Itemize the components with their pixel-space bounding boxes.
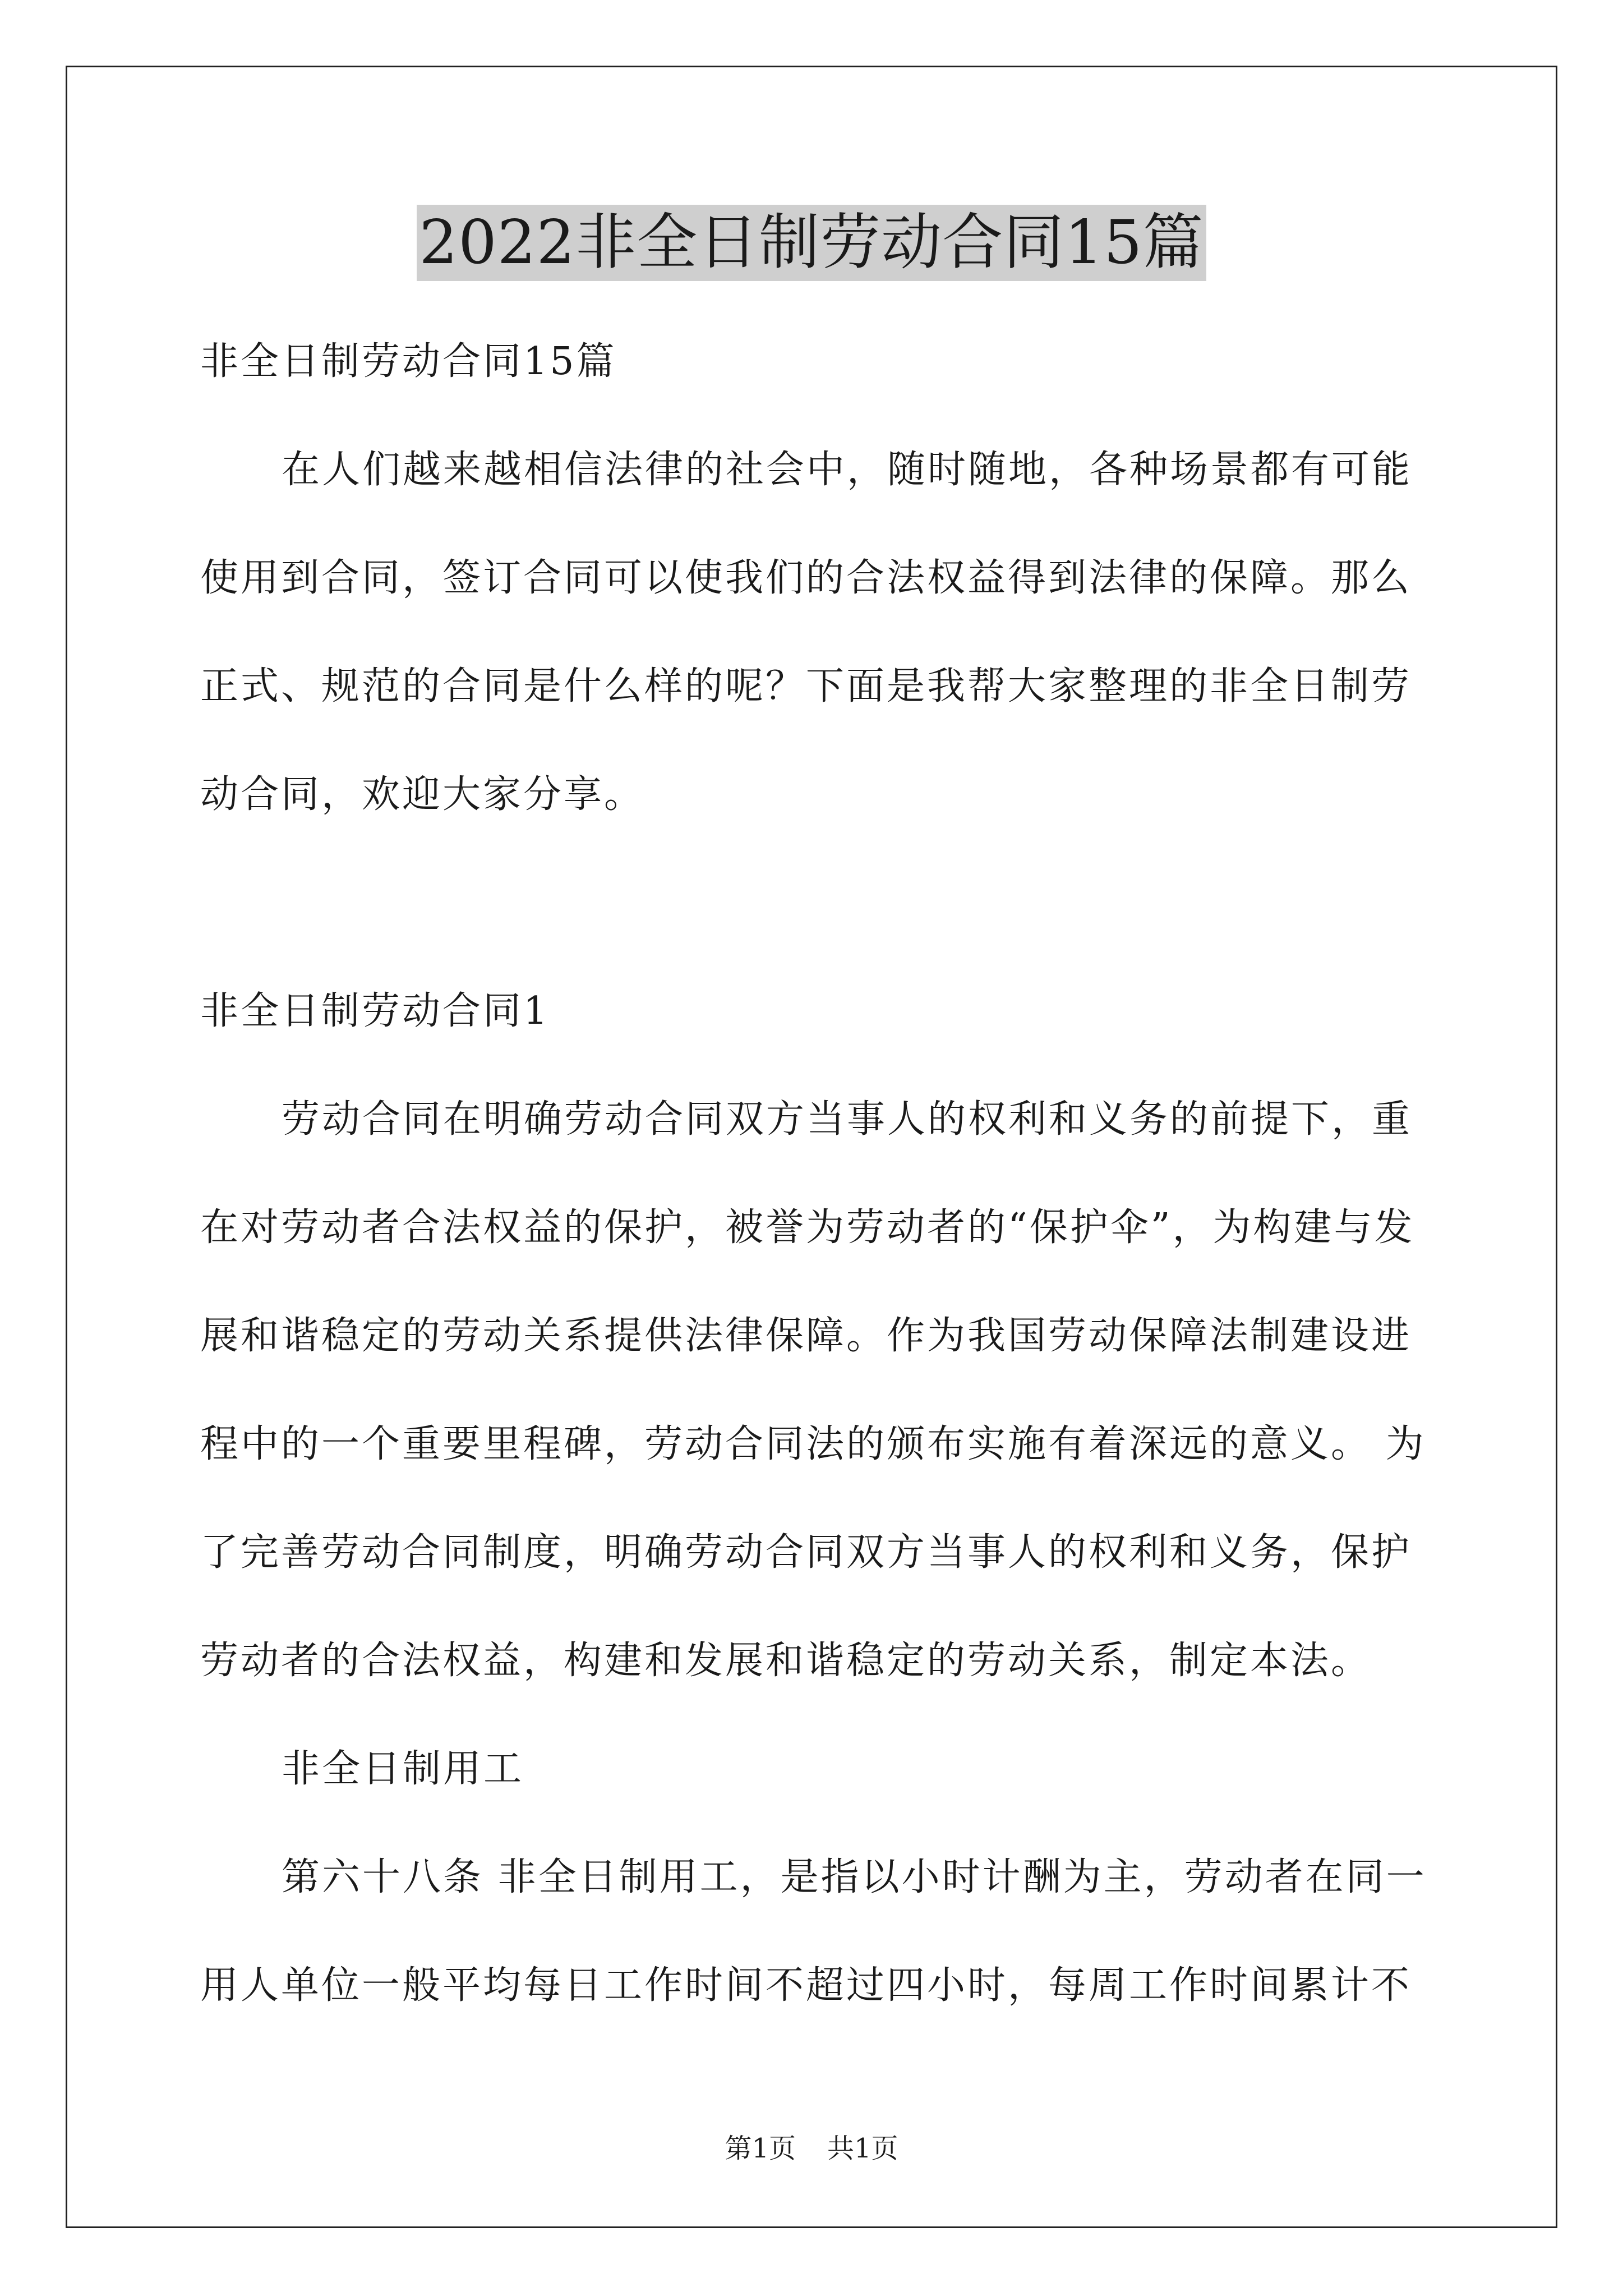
page-total: 共1页	[827, 2133, 898, 2164]
section-line: 了完善劳动合同制度，明确劳动合同双方当事人的权利和义务，保护	[200, 1530, 1412, 1575]
article-line: 第六十八条 非全日制用工，是指以小时计酬为主，劳动者在同一	[282, 1855, 1427, 1899]
blank-line	[200, 849, 1434, 957]
intro-line: 动合同，欢迎大家分享。	[200, 772, 645, 817]
title-container	[0, 205, 1623, 281]
page-number: 第1页	[725, 2133, 796, 2164]
section-line: 在对劳动者合法权益的保护，被誉为劳动者的“保护伞”，为构建与发	[200, 1205, 1415, 1250]
section-line: 程中的一个重要里程碑，劳动合同法的颁布实施有着深远的意义。 为	[200, 1422, 1426, 1466]
page-footer	[0, 2132, 1623, 2165]
section-line: 展和谐稳定的劳动关系提供法律保障。作为我国劳动保障法制建设进	[200, 1314, 1412, 1358]
intro-line: 在人们越来越相信法律的社会中，随时随地，各种场景都有可能	[282, 448, 1413, 492]
article-line: 用人单位一般平均每日工作时间不超过四小时，每周工作时间累计不	[200, 1963, 1412, 2008]
document-body	[200, 307, 1434, 2040]
section-heading: 非全日制劳动合同1	[200, 989, 550, 1033]
intro-line: 使用到合同，签订合同可以使我们的合法权益得到法律的保障。那么	[200, 556, 1412, 600]
intro-line: 正式、规范的合同是什么样的呢？下面是我帮大家整理的非全日制劳	[200, 664, 1412, 708]
section-line: 劳动者的合法权益，构建和发展和谐稳定的劳动关系，制定本法。	[200, 1639, 1372, 1683]
document-subtitle: 非全日制劳动合同15篇	[200, 339, 617, 384]
sub-heading: 非全日制用工	[282, 1747, 524, 1791]
section-line: 劳动合同在明确劳动合同双方当事人的权利和义务的前提下，重	[282, 1097, 1413, 1142]
document-title: 2022非全日制劳动合同15篇	[417, 205, 1206, 281]
